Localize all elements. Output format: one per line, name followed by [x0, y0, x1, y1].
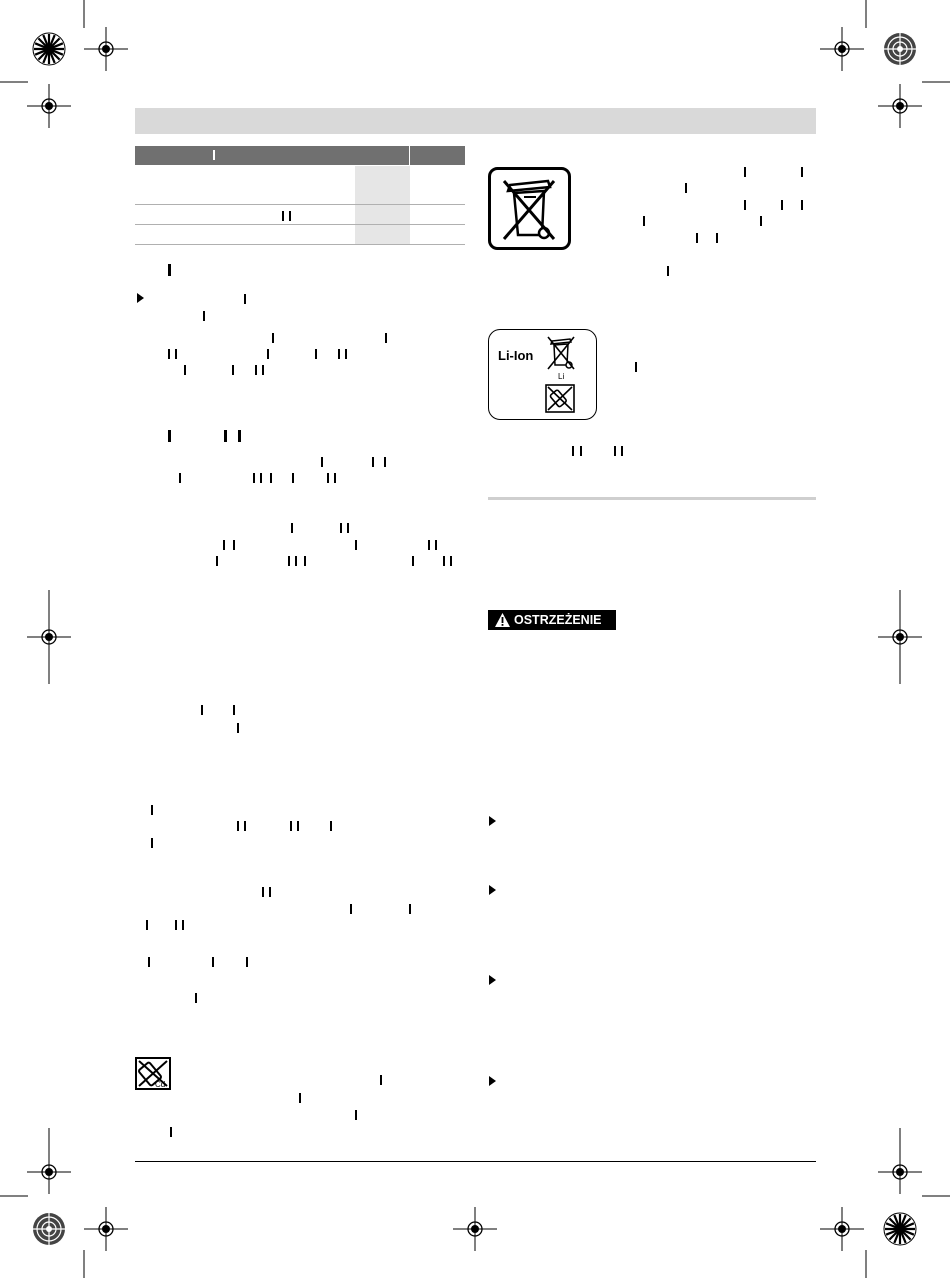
text-glyph — [338, 349, 340, 359]
text-glyph — [384, 457, 386, 467]
li-ion-sub: Li — [558, 372, 565, 381]
text-glyph — [232, 365, 234, 375]
text-glyph — [304, 556, 306, 566]
warning-label: OSTRZEŻENIE — [514, 613, 602, 627]
text-glyph — [334, 473, 336, 483]
text-glyph — [288, 556, 290, 566]
text-glyph — [267, 349, 269, 359]
text-glyph — [233, 705, 235, 715]
text-glyph — [580, 446, 582, 456]
text-glyph — [168, 264, 171, 276]
text-glyph — [175, 349, 177, 359]
text-glyph — [272, 333, 274, 343]
text-glyph — [685, 183, 687, 193]
triangle-bullet-icon — [489, 885, 496, 895]
text-glyph — [412, 556, 414, 566]
text-glyph — [744, 200, 746, 210]
triangle-bullet-icon — [489, 816, 496, 826]
text-glyph — [450, 556, 452, 566]
crossed-out-wheelie-bin-icon — [488, 167, 571, 250]
text-glyph — [347, 523, 349, 533]
text-glyph — [262, 887, 264, 897]
text-glyph — [355, 540, 357, 550]
text-glyph — [435, 540, 437, 550]
svg-text:Cd: Cd — [155, 1080, 166, 1089]
text-glyph — [327, 473, 329, 483]
text-glyph — [290, 821, 292, 831]
text-glyph — [223, 540, 225, 550]
text-glyph — [201, 705, 203, 715]
text-glyph — [170, 1127, 172, 1137]
text-glyph — [168, 430, 171, 442]
text-glyph — [428, 540, 430, 550]
text-glyph — [203, 311, 205, 321]
table-header-glyph — [213, 150, 215, 160]
crossed-out-wheelie-bin-icon — [544, 333, 578, 373]
table-row-divider — [135, 244, 465, 245]
text-glyph — [151, 805, 153, 815]
text-glyph — [291, 523, 293, 533]
text-glyph — [744, 167, 746, 177]
li-ion-title: Li-Ion — [498, 348, 534, 363]
text-glyph — [269, 887, 271, 897]
running-header-band — [135, 108, 816, 134]
text-glyph — [237, 821, 239, 831]
text-glyph — [148, 957, 150, 967]
text-glyph — [184, 365, 186, 375]
text-glyph — [270, 473, 272, 483]
text-glyph — [380, 1075, 382, 1085]
text-glyph — [260, 473, 262, 483]
text-glyph — [345, 349, 347, 359]
text-glyph — [233, 540, 235, 550]
text-glyph — [299, 1093, 301, 1103]
text-glyph — [760, 216, 762, 226]
text-glyph — [330, 821, 332, 831]
table-header — [135, 146, 465, 165]
text-glyph — [315, 349, 317, 359]
text-glyph — [385, 333, 387, 343]
warning-badge — [488, 610, 616, 630]
text-glyph — [696, 233, 698, 243]
text-glyph — [340, 523, 342, 533]
table-shaded-column — [355, 166, 410, 244]
no-battery-waste-icon — [135, 1057, 171, 1090]
text-glyph — [621, 446, 623, 456]
text-glyph — [409, 904, 411, 914]
text-glyph — [350, 904, 352, 914]
text-glyph — [372, 457, 374, 467]
text-glyph — [295, 556, 297, 566]
text-glyph — [262, 365, 264, 375]
text-glyph — [179, 473, 181, 483]
text-glyph — [667, 266, 669, 276]
section-divider — [488, 497, 816, 500]
text-glyph — [224, 430, 227, 442]
text-glyph — [244, 294, 246, 304]
text-glyph — [216, 556, 218, 566]
text-glyph — [212, 957, 214, 967]
text-glyph — [643, 216, 645, 226]
text-glyph — [195, 993, 197, 1003]
text-glyph — [182, 920, 184, 930]
triangle-bullet-icon — [489, 975, 496, 985]
text-glyph — [246, 957, 248, 967]
text-glyph — [297, 821, 299, 831]
warning-triangle-icon — [494, 612, 511, 628]
footer-rule — [135, 1161, 816, 1162]
text-glyph — [801, 167, 803, 177]
table-row-divider — [135, 224, 465, 225]
text-glyph — [151, 838, 153, 848]
li-ion-recycling-label — [488, 329, 597, 420]
table-header-divider — [409, 146, 410, 165]
no-battery-waste-icon — [545, 384, 575, 413]
table-row-divider — [135, 204, 465, 205]
text-glyph — [237, 723, 239, 733]
text-glyph — [168, 349, 170, 359]
text-glyph — [175, 920, 177, 930]
text-glyph — [238, 430, 241, 442]
text-glyph — [572, 446, 574, 456]
text-glyph — [355, 1110, 357, 1120]
text-glyph — [614, 446, 616, 456]
text-glyph — [289, 211, 291, 221]
text-glyph — [716, 233, 718, 243]
text-glyph — [635, 362, 637, 372]
text-glyph — [443, 556, 445, 566]
text-glyph — [146, 920, 148, 930]
text-glyph — [244, 821, 246, 831]
text-glyph — [801, 200, 803, 210]
triangle-bullet-icon — [137, 293, 144, 303]
text-glyph — [253, 473, 255, 483]
text-glyph — [321, 457, 323, 467]
text-glyph — [781, 200, 783, 210]
text-glyph — [292, 473, 294, 483]
triangle-bullet-icon — [489, 1076, 496, 1086]
text-glyph — [282, 211, 284, 221]
text-glyph — [255, 365, 257, 375]
